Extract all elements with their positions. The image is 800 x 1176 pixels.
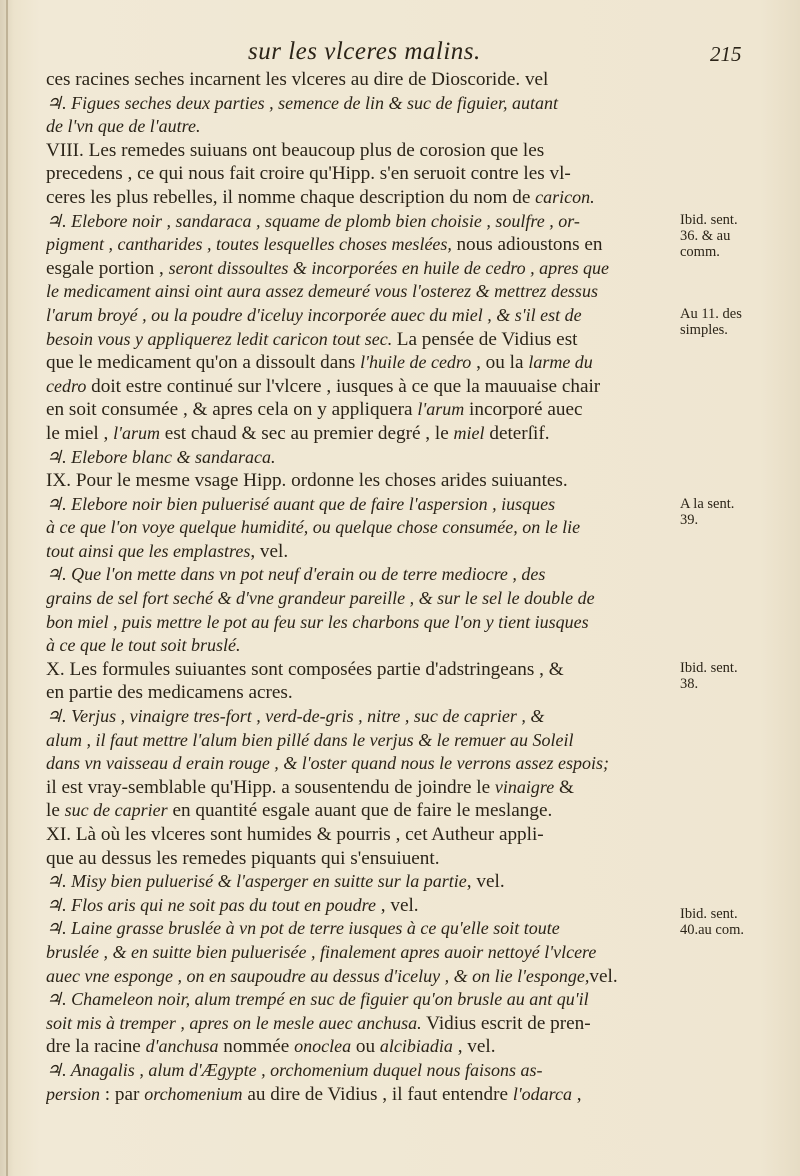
roman-run: est chaud & sec au premier degré , le bbox=[160, 422, 454, 444]
roman-run: deterſif. bbox=[484, 422, 550, 444]
italic-run: bon miel , puis mettre le pot au feu sur les charbons que l'on y tient iusques bbox=[46, 611, 589, 632]
roman-run: ceres les plus rebelles, il nomme chaque description du nom de bbox=[46, 186, 536, 208]
running-title: sur les vlceres malins. bbox=[248, 38, 481, 65]
text-line bbox=[46, 304, 676, 328]
roman-run: esgale portion , bbox=[46, 257, 169, 279]
italic-run: ♃. Anagalis , alum d'Ægypte , orchomenium duquel nous faisons as- bbox=[46, 1059, 543, 1080]
text-line bbox=[46, 186, 676, 210]
italic-run: ♃. Figues seches deux parties , semence de lin & suc de figuier, autant bbox=[46, 92, 559, 113]
roman-run: ou bbox=[351, 1036, 380, 1058]
roman-run: vel. bbox=[589, 965, 618, 987]
roman-run: precedens , ce qui nous fait croire qu'Hipp. s'en seruoit contre les vl- bbox=[46, 163, 571, 185]
page-number: 215 bbox=[710, 42, 742, 66]
roman-run: que le medicament qu'on a dissoult dans bbox=[46, 352, 361, 374]
text-line bbox=[46, 398, 676, 422]
italic-run: ♃. Chameleon noir, alum trempé en suc de figuier qu'on brusle au ant qu'il bbox=[46, 989, 589, 1010]
text-line bbox=[46, 611, 676, 635]
roman-run: nommée bbox=[218, 1036, 295, 1058]
marginal-note-line: 39. bbox=[680, 512, 699, 528]
text-line bbox=[46, 516, 676, 540]
roman-run: X. Les formules suiuantes sont composées partie d'adstringeans , & bbox=[46, 658, 564, 680]
text-line bbox=[46, 799, 676, 823]
italic-run: besoin vous y appliquerez ledit caricon tout sec. bbox=[46, 328, 397, 349]
italic-run: alum , il faut mettre l'alum bien pillé dans le verjus & le remuer au Soleil bbox=[46, 729, 574, 750]
text-line bbox=[46, 68, 676, 92]
italic-run: bruslée , & en suitte bien puluerisée , finalement apres auoir nettoyé l'vlcere bbox=[46, 941, 597, 962]
roman-run: dre la racine bbox=[46, 1036, 146, 1058]
text-line bbox=[46, 658, 676, 682]
text-line bbox=[46, 422, 676, 446]
text-line bbox=[46, 729, 676, 753]
italic-run: ♃. Que l'on mette dans vn pot neuf d'erain ou de terre mediocre , des bbox=[46, 564, 546, 585]
text-line bbox=[46, 1012, 676, 1036]
text-line bbox=[46, 1083, 676, 1107]
text-line bbox=[46, 965, 676, 989]
italic-run: orchomenium bbox=[144, 1083, 243, 1104]
text-line bbox=[46, 870, 676, 894]
text-line bbox=[46, 328, 676, 352]
italic-run: à ce que l'on voye quelque humidité, ou quelque chose consumée, on le lie bbox=[46, 517, 581, 538]
italic-run: l'huile de cedro bbox=[360, 352, 472, 373]
roman-run: le bbox=[46, 800, 65, 822]
marginal-note-line: 36. & au bbox=[680, 228, 731, 244]
roman-run: , ou la bbox=[471, 352, 529, 374]
marginal-note-line: Ibid. sent. bbox=[680, 660, 738, 676]
italic-run: l'odarca bbox=[512, 1083, 572, 1104]
roman-run: au dire de Vidius , il faut entendre bbox=[242, 1083, 513, 1105]
text-line bbox=[46, 92, 676, 116]
text-line bbox=[46, 540, 676, 564]
italic-run: ♃. Flos aris qui ne soit pas du tout en poudre bbox=[46, 894, 376, 915]
marginal-note-3 bbox=[680, 496, 790, 528]
italic-run: vinaigre bbox=[494, 776, 555, 797]
marginal-note-line: comm. bbox=[680, 244, 720, 260]
italic-run: de l'vn que de l'autre. bbox=[46, 116, 201, 137]
italic-run: cedro bbox=[46, 375, 87, 396]
roman-run: en partie des medicamens acres. bbox=[46, 682, 293, 704]
binding-gutter bbox=[6, 0, 8, 1176]
italic-run: caricon. bbox=[535, 186, 595, 207]
text-line bbox=[46, 351, 676, 375]
text-line bbox=[46, 446, 676, 470]
roman-run: La pensée de Vidius est bbox=[396, 328, 578, 350]
text-line bbox=[46, 280, 676, 304]
roman-run: XI. Là où les vlceres sont humides & pourris , cet Autheur appli- bbox=[46, 824, 544, 845]
roman-run: ces racines seches incarnent les vlceres au dire de Dioscoride. vel bbox=[46, 69, 549, 90]
text-line bbox=[46, 776, 676, 800]
italic-run: à ce que le tout soit bruslé. bbox=[46, 635, 241, 656]
italic-run: persion bbox=[46, 1083, 100, 1104]
italic-run: auec vne esponge , on en saupoudre au dessus d'iceluy , & on lie l'esponge, bbox=[46, 965, 590, 986]
marginal-note-2 bbox=[680, 306, 790, 338]
text-line bbox=[46, 257, 676, 281]
text-line bbox=[46, 847, 676, 871]
roman-run: en soit consumée , & apres cela on y appliquera bbox=[46, 399, 418, 421]
roman-run: , vel. bbox=[250, 540, 289, 562]
italic-run: grains de sel fort seché & d'vne grandeur pareille , & sur le sel le double de bbox=[46, 588, 595, 609]
text-line bbox=[46, 233, 676, 257]
italic-run: dans vn vaisseau d erain rouge , & l'oster quand nous le verrons assez espois; bbox=[46, 753, 609, 774]
italic-run: ♃. Verjus , vinaigre tres-fort , verd-de-gris , nitre , suc de caprier , & bbox=[46, 706, 545, 727]
roman-run: nous adioustons en bbox=[456, 234, 603, 256]
italic-run: d'anchusa bbox=[145, 1036, 219, 1057]
roman-run: Vidius escrit de pren- bbox=[426, 1012, 591, 1034]
italic-run: ♃. Elebore noir , sandaraca , squame de plomb bien choisie , soulfre , or- bbox=[46, 210, 580, 231]
italic-run: seront dissoultes & incorporées en huile de cedro , apres que bbox=[168, 257, 609, 278]
roman-run: en quantité esgale auant que de faire le meslange. bbox=[167, 800, 553, 822]
roman-run: incorporé auec bbox=[464, 399, 583, 421]
text-line bbox=[46, 1059, 676, 1083]
italic-run: ♃. Laine grasse bruslée à vn pot de terre iusques à ce qu'elle soit toute bbox=[46, 918, 560, 939]
text-line bbox=[46, 587, 676, 611]
italic-run: tout ainsi que les emplastres bbox=[46, 540, 251, 561]
roman-run: : par bbox=[100, 1083, 145, 1105]
text-line bbox=[46, 681, 676, 705]
italic-run: soit mis à tremper , apres on le mesle auec anchusa. bbox=[46, 1012, 427, 1033]
italic-run: ♃. Elebore noir bien puluerisé auant que de faire l'aspersion , iusques bbox=[46, 493, 556, 514]
italic-run: l'arum bbox=[417, 399, 465, 420]
marginal-note-line: Ibid. sent. bbox=[680, 212, 738, 228]
marginal-note-line: Ibid. sent. bbox=[680, 906, 738, 922]
text-line bbox=[46, 823, 676, 847]
italic-run: miel bbox=[453, 422, 485, 443]
roman-run: il est vray-semblable qu'Hipp. a sousentendu de joindre le bbox=[46, 776, 495, 798]
text-line bbox=[46, 139, 676, 163]
text-line bbox=[46, 894, 676, 918]
marginal-note-5 bbox=[680, 906, 790, 938]
italic-run: onoclea bbox=[294, 1036, 352, 1057]
marginal-note-line: Au 11. des bbox=[680, 306, 742, 322]
text-line bbox=[46, 705, 676, 729]
text-line bbox=[46, 493, 676, 517]
body-text bbox=[46, 68, 676, 1106]
marginal-note-line: 40.au com. bbox=[680, 922, 745, 938]
italic-run: l'arum bbox=[113, 422, 160, 443]
text-line bbox=[46, 469, 676, 493]
roman-run: IX. Pour le mesme vsage Hipp. ordonne les choses arides suiuantes. bbox=[46, 470, 568, 492]
text-line bbox=[46, 162, 676, 186]
text-line bbox=[46, 563, 676, 587]
text-line bbox=[46, 752, 676, 776]
italic-run: ♃. Misy bien puluerisé & l'asperger en suitte sur la partie bbox=[46, 871, 467, 892]
marginal-note-line: simples. bbox=[680, 322, 728, 338]
roman-run: , vel. bbox=[452, 1036, 496, 1058]
roman-run: que au dessus les remedes piquants qui s'ensuiuent. bbox=[46, 847, 440, 869]
text-line bbox=[46, 115, 676, 139]
marginal-note-line: 38. bbox=[680, 676, 699, 692]
text-line bbox=[46, 917, 676, 941]
italic-run: le medicament ainsi oint aura assez demeuré vous l'osterez & mettrez dessus bbox=[46, 281, 598, 302]
italic-run: pigment , cantharides , toutes lesquelles choses meslées, bbox=[46, 234, 457, 255]
roman-run: doit estre continué sur l'vlcere , iusques à ce que la mauuaise chair bbox=[86, 375, 601, 397]
marginal-note-4 bbox=[680, 660, 790, 692]
text-line bbox=[46, 210, 676, 234]
text-line bbox=[46, 988, 676, 1012]
text-line bbox=[46, 941, 676, 965]
roman-run: le miel , bbox=[46, 422, 114, 444]
roman-run: , bbox=[572, 1083, 582, 1105]
marginal-note-line: A la sent. bbox=[680, 496, 735, 512]
text-line bbox=[46, 1035, 676, 1059]
text-line bbox=[46, 375, 676, 399]
italic-run: larme du bbox=[528, 352, 593, 373]
italic-run: alcibiadia bbox=[379, 1036, 453, 1057]
text-line bbox=[46, 634, 676, 658]
roman-run: VIII. Les remedes suiuans ont beaucoup plus de corosion que les bbox=[46, 139, 545, 161]
italic-run: suc de caprier bbox=[64, 800, 168, 821]
roman-run: , vel. bbox=[466, 871, 505, 893]
roman-run: , vel. bbox=[375, 894, 419, 916]
roman-run: & bbox=[554, 776, 574, 798]
marginal-note-1 bbox=[680, 212, 790, 260]
italic-run: l'arum broyé , ou la poudre d'iceluy incorporée auec du miel , & s'il est de bbox=[46, 304, 582, 325]
italic-run: ♃. Elebore blanc & sandaraca. bbox=[46, 446, 276, 467]
